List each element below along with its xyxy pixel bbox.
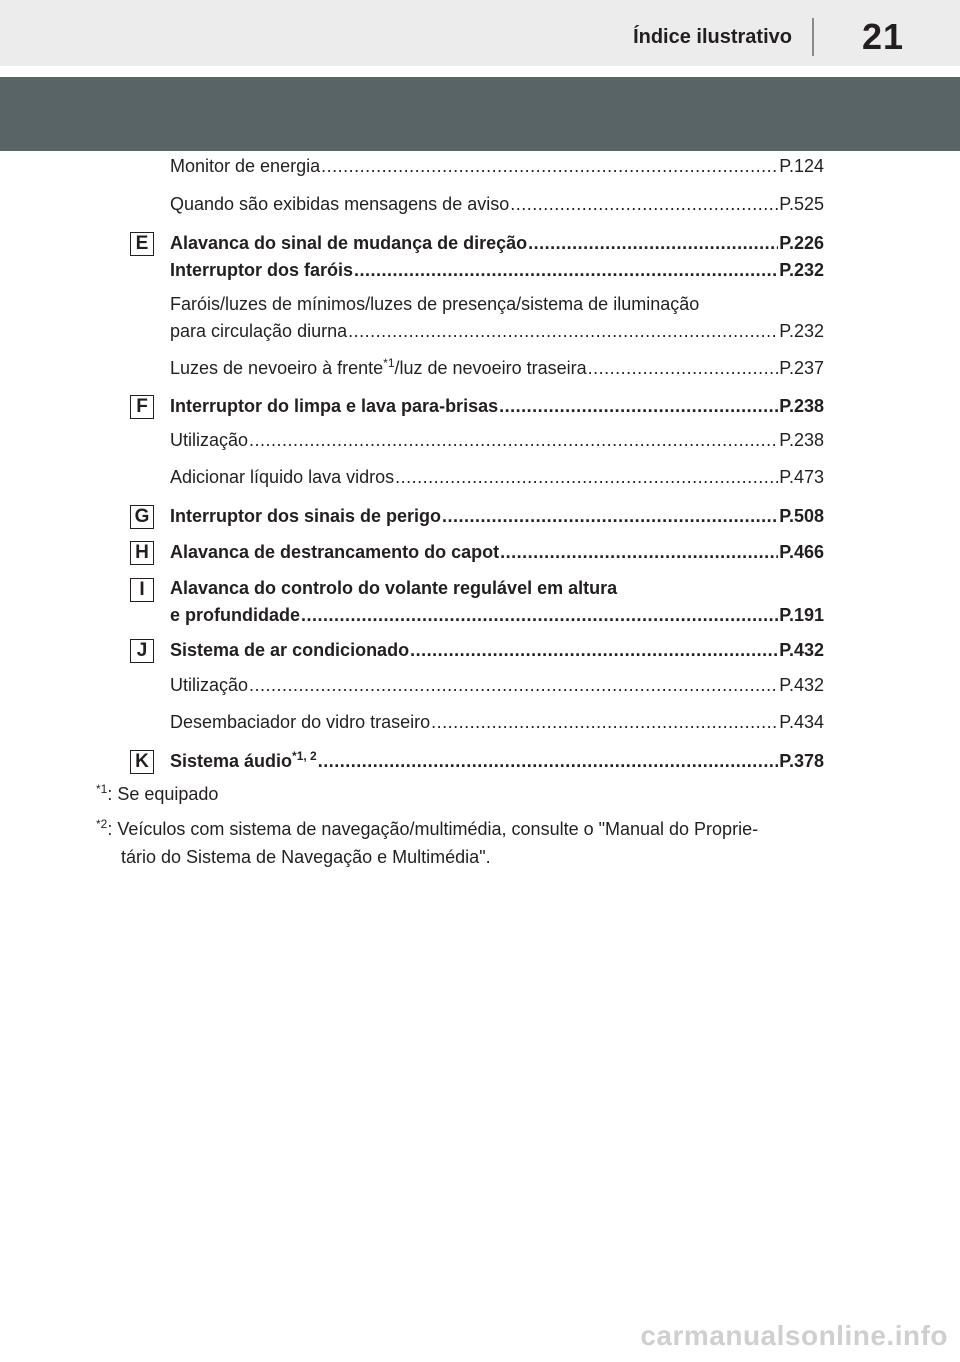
- footnote-ref: *1: [383, 356, 395, 370]
- header-divider: [812, 18, 814, 56]
- label-box-i: I: [130, 578, 154, 602]
- entry-text: Alavanca de destrancamento do capot: [170, 542, 500, 562]
- index-entry: [170, 257, 824, 284]
- entry-text: Sistema de ar condicionado: [170, 640, 410, 660]
- entry-page: P.508: [779, 506, 824, 526]
- leader-dots: [321, 153, 778, 180]
- entry-page: P.226: [779, 233, 824, 253]
- index-entry: [170, 637, 824, 664]
- entry-page: P.232: [779, 260, 824, 280]
- leader-dots: [301, 602, 778, 629]
- footnote-mark: *2: [96, 817, 108, 831]
- entry-page: P.378: [779, 751, 824, 771]
- entry-page: P.232: [779, 321, 824, 341]
- watermark: carmanualsonline.info: [640, 1320, 948, 1351]
- leader-dots: [499, 393, 778, 420]
- entry-text: Interruptor dos faróis: [170, 260, 354, 280]
- index-entry: [170, 191, 824, 218]
- entry-text-line2: para circulação diurna: [170, 321, 348, 341]
- entry-page: P.124: [779, 156, 824, 176]
- leader-dots: [588, 355, 779, 382]
- index-entry: [170, 672, 824, 699]
- footnote-mark: *1: [96, 782, 108, 796]
- leader-dots: [431, 709, 778, 736]
- entry-page: P.237: [779, 358, 824, 378]
- entry-page: P.432: [779, 675, 824, 695]
- page-number: 21: [861, 16, 905, 57]
- section-title: Índice ilustrativo: [633, 26, 792, 48]
- label-box-j: J: [130, 639, 154, 663]
- entry-page: P.525: [779, 194, 824, 214]
- leader-dots: [528, 230, 778, 257]
- index-entry: [170, 748, 824, 775]
- entry-text-line1: Alavanca do controlo do volante regulável em altura: [170, 578, 618, 598]
- leader-dots: [442, 503, 778, 530]
- leader-dots: [348, 318, 778, 345]
- footnote-text: : Se equipado: [107, 784, 219, 804]
- entry-page: P.434: [779, 712, 824, 732]
- leader-dots: [510, 191, 778, 218]
- index-entry: [170, 393, 824, 420]
- entry-text: Luzes de nevoeiro à frente$^{*1}$/luz de nevoeiro traseira: [170, 356, 587, 378]
- entry-text: Utilização: [170, 430, 249, 450]
- index-entry: [170, 503, 824, 530]
- entry-text: Interruptor dos sinais de perigo: [170, 506, 442, 526]
- entry-text: Interruptor do limpa e lava para-brisas: [170, 396, 499, 416]
- footnote-2: [96, 815, 876, 871]
- label-box-f: F: [130, 395, 154, 419]
- index-entry: [170, 464, 824, 491]
- entry-page: P.191: [779, 605, 824, 625]
- footnote-1: [96, 780, 876, 808]
- label-box-g: G: [130, 505, 154, 529]
- index-entry: [170, 230, 824, 257]
- footnote-text: : Veículos com sistema de navegação/multimédia, consulte o "Manual do Proprie-: [107, 819, 759, 839]
- entry-text-line1: Faróis/luzes de mínimos/luzes de presença/sistema de iluminação: [170, 294, 700, 314]
- entry-text: Alavanca do sinal de mudança de direção: [170, 233, 528, 253]
- entry-text-line2: e profundidade: [170, 605, 300, 625]
- leader-dots: [318, 748, 779, 775]
- index-entry: [170, 575, 824, 629]
- index-entry: [170, 291, 824, 345]
- leader-dots: [500, 539, 778, 566]
- entry-page: P.238: [779, 430, 824, 450]
- label-box-h: H: [130, 541, 154, 565]
- header-band: [0, 77, 960, 151]
- leader-dots: [354, 257, 778, 284]
- entry-page: P.473: [779, 467, 824, 487]
- index-entry: [170, 153, 824, 180]
- index-entry: [170, 709, 824, 736]
- entry-text: Adicionar líquido lava vidros: [170, 467, 395, 487]
- index-entry: [170, 427, 824, 454]
- leader-dots: [395, 464, 778, 491]
- entry-text: Monitor de energia: [170, 156, 321, 176]
- entry-text: Utilização: [170, 675, 249, 695]
- footnote-ref: *1, 2: [292, 749, 317, 763]
- entry-text: Sistema áudio$^{*1, 2}$: [170, 749, 317, 771]
- entry-page: P.238: [779, 396, 824, 416]
- index-entry: [170, 539, 824, 566]
- index-entry: [170, 355, 824, 382]
- leader-dots: [410, 637, 778, 664]
- entry-text: Quando são exibidas mensagens de aviso: [170, 194, 510, 214]
- leader-dots: [249, 427, 778, 454]
- footnote-text-cont: tário do Sistema de Navegação e Multimédia".: [121, 847, 491, 867]
- entry-page: P.466: [779, 542, 824, 562]
- page-header: [0, 0, 960, 66]
- entry-page: P.432: [779, 640, 824, 660]
- label-box-e: E: [130, 232, 154, 256]
- entry-text: Desembaciador do vidro traseiro: [170, 712, 431, 732]
- label-box-k: K: [130, 750, 154, 774]
- leader-dots: [249, 672, 778, 699]
